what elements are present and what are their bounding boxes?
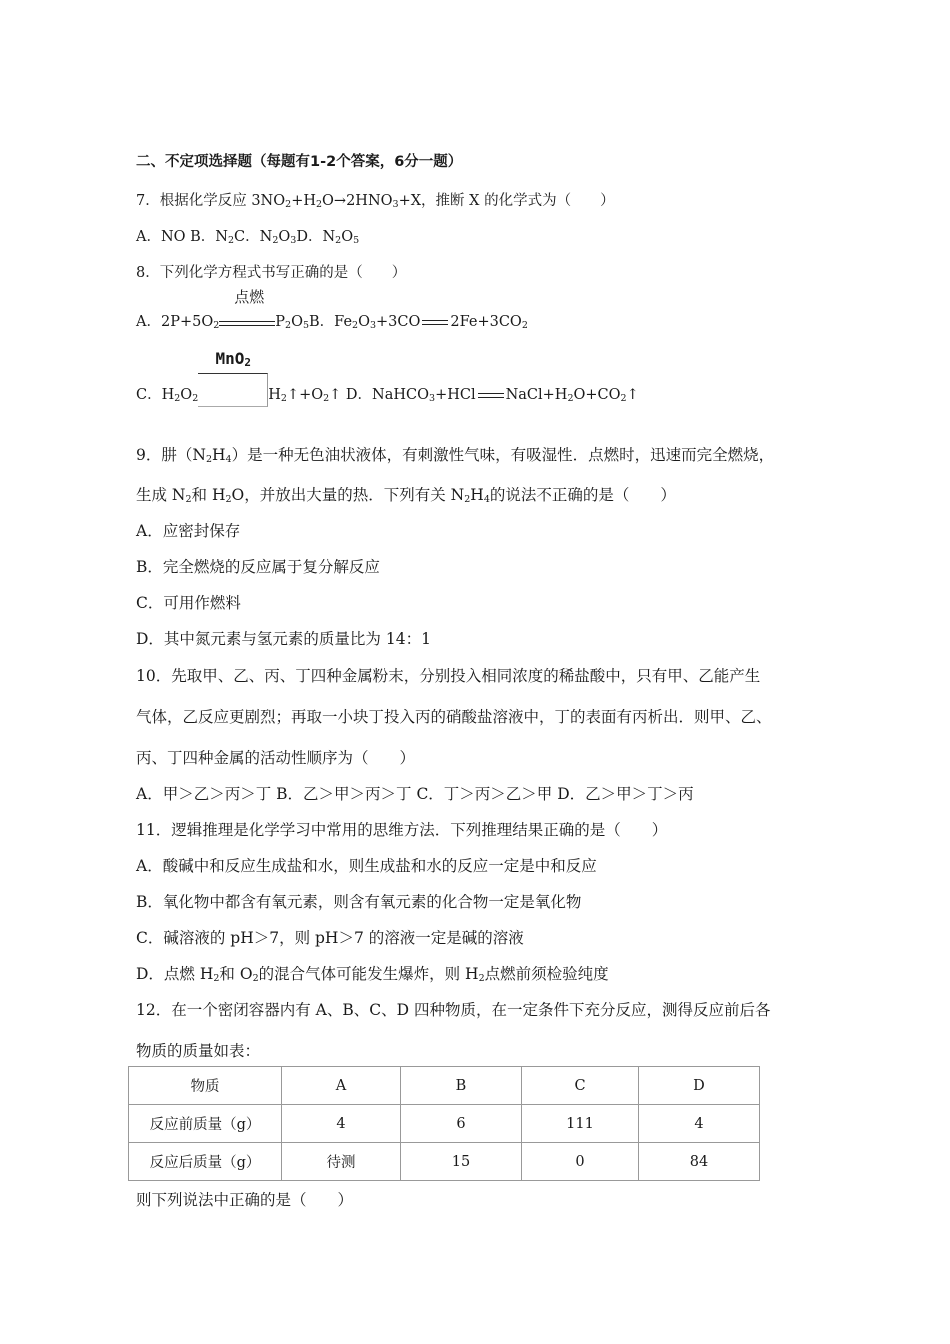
question-12-line-2: 物质的质量如表： [136,1042,261,1060]
section-heading: 二、不定项选择题（每题有1-2个答案，6分一题） [136,154,463,170]
table-cell: 111 [522,1105,639,1143]
question-11-stem: 11．逻辑推理是化学学习中常用的思维方法．下列推理结果正确的是（ ） [136,821,668,839]
question-7-options: A．NO B．$N_2C$．$N_2O_3D$．$N_2O_5$ [136,229,360,246]
question-12-line-1: 12．在一个密闭容器内有 A、B、C、D 四种物质，在一定条件下充分反应，测得反应前后各 [136,1001,771,1019]
question-9-line-2: 生成 $N_2$和 $H_2O$，并放出大量的热．下列有关 $N_2H_4$的说法不正确的是（ ） [136,486,676,505]
table-header-cell: D [639,1067,760,1105]
question-12-follow-up: 则下列说法中正确的是（ ） [136,1191,354,1209]
table-header-cell: A [282,1067,401,1105]
question-10-line-1: 10．先取甲、乙、丙、丁四种金属粉末，分别投入相同浓度的稀盐酸中，只有甲、乙能产生 [136,667,761,685]
catalyst-condition-box: MnO$_2$ [198,387,268,403]
table-cell: 反应后质量（g） [129,1143,282,1181]
table-cell: 6 [401,1105,522,1143]
table-row [129,1105,760,1143]
question-11-option-b: B．氧化物中都含有氧元素，则含有氧元素的化合物一定是氧化物 [136,893,582,911]
mass-data-table [128,1066,760,1181]
reaction-condition-arrow: 点燃 [219,315,275,329]
question-9-option-b: B．完全燃烧的反应属于复分解反应 [136,558,380,576]
question-10-options: A．甲＞乙＞丙＞丁 B．乙＞甲＞丙＞丁 C．丁＞丙＞乙＞甲 D．乙＞甲＞丁＞丙 [136,785,694,803]
table-cell: 4 [639,1105,760,1143]
question-7-stem: 7．根据化学反应 $3NO_2+H_2O\to 2HNO_3+X$，推断 X 的化学式为（ ） [136,193,615,210]
question-9-option-a: A．应密封保存 [136,522,241,540]
question-11-option-a: A．酸碱中和反应生成盐和水，则生成盐和水的反应一定是中和反应 [136,857,597,875]
table-cell: 0 [522,1143,639,1181]
table-header-cell: B [401,1067,522,1105]
table-header-cell: 物质 [129,1067,282,1105]
question-8-stem: 8．下列化学方程式书写正确的是（ ） [136,265,407,281]
table-cell: 反应前质量（g） [129,1105,282,1143]
table-header-row [129,1067,760,1105]
equals-sign [478,393,504,398]
table-cell: 待测 [282,1143,401,1181]
question-8-option-c-d: C．$H_2O_2$ MnO$_2$ $H_2↑+O_2↑$ D．NaHCO$_3$+HCl $NaCl+H_2O+CO_2↑$ [136,383,639,404]
table-cell: 15 [401,1143,522,1181]
table-cell: 84 [639,1143,760,1181]
question-10-line-3: 丙、丁四种金属的活动性顺序为（ ） [136,749,416,767]
question-10-line-2: 气体，乙反应更剧烈；再取一小块丁投入丙的硝酸盐溶液中，丁的表面有丙析出．则甲、乙、 [136,708,772,726]
question-11-option-c: C．碱溶液的 pH＞7，则 pH＞7 的溶液一定是碱的溶液 [136,929,524,947]
question-9-line-1: 9．肼$(N_2H_4)$是一种无色油状液体，有刺激性气味，有吸湿性．点燃时，迅速而完全燃烧， [136,446,775,465]
equals-sign [422,320,448,325]
question-9-option-c: C．可用作燃料 [136,594,241,612]
table-header-cell: C [522,1067,639,1105]
question-9-option-d: D．其中氮元素与氢元素的质量比为 14：1 [136,630,431,648]
table-row [129,1143,760,1181]
question-8-option-a-b: A．$2P+5O_2$ 点燃 $P_2O_5B$．$Fe_2O_3+3CO$ $2Fe+3CO_2$ [136,288,528,331]
question-11-option-d: D．点燃 $H_2$和 $O_2$的混合气体可能发生爆炸，则 $H_2$点燃前须检验纯度 [136,965,609,984]
table-cell: 4 [282,1105,401,1143]
